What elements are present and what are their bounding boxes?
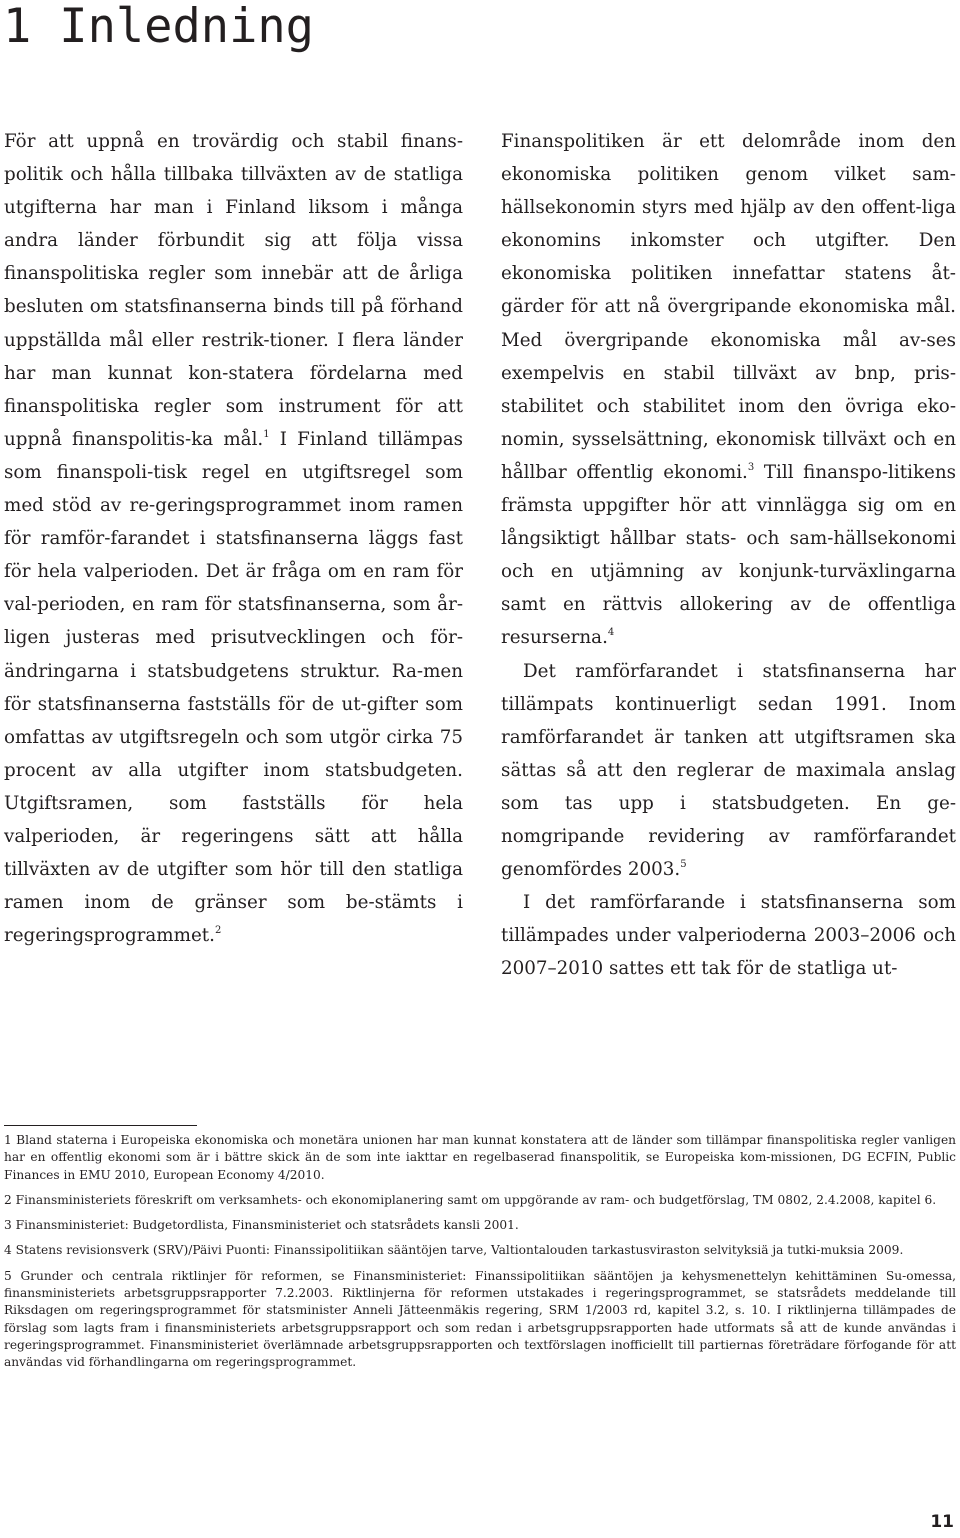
footnote: 2 Finansministeriets föreskrift om verksamhets- och ekonomiplanering samt om uppgörande av ram- och budgetförslag, TM 0802, 2.4.2008, kapitel 6. (4, 1192, 937, 1207)
paragraph-text: Det ramförfarandet i statsfinanserna har tillämpats kontinuerligt sedan 1991. Inom ramförfarandet är tanken att utgiftsramen ska sättas så att den reglerar de maximala anslag som tas upp i statsbudgeten. En ge-nomgripande revidering av ramförfarandet genomfördes 2003. (501, 660, 956, 881)
footnote: 4 Statens revisionsverk (SRV)/Päivi Puonti: Finanssipolitiikan sääntöjen tarve, Valtiontalouden tarkastusviraston selvityksiä ja tutki-muksia 2009. (4, 1243, 904, 1258)
body-column-right (501, 125, 956, 985)
chapter-title: Inledning (59, 0, 314, 54)
footnote: 5 Grunder och centrala riktlinjer för reformen, se Finansministeriet: Finanssipolitiikan sääntöjen ja kehysmenettelyn kehittäminen Su-omessa, finansministeriets arbetsgruppsrapporter 7.2.2003. Riktlinjerna för reformen utstakades i regeringsprogrammet, se statsrådets meddelande till Riksdagen om regeringsprogrammet för statsminister Anneli Jätteenmäkis regering, SRM 1/2003 rd, kapitel 3.2, s. 10. I riktlinjerna tillämpades de förslag som lagts fram i finansministeriets arbetsgruppsrapport och som redan i arbetsgruppsrapporten hade utformats så att de kunde användas i regeringsprogrammet. Finansministeriet överlämnade arbetsgruppsrapporten och textförslagen inofficiellt till partiernas företrädare förfogande för att användas vid förhandlingarna om regeringsprogrammet. (4, 1268, 956, 1370)
footnote: 1 Bland staterna i Europeiska ekonomiska och monetära unionen har man kunnat konstatera att de länder som tillämpar finanspolitiska regler vanligen har en offentlig ekonomi som är i bättre skick än de som inte iakttar en regelbaserad finanspolitik, se Europeiska kom-missionen, DG ECFIN, Public Finances in EMU 2010, European Economy 4/2010. (4, 1133, 956, 1182)
paragraph (501, 655, 956, 887)
paragraph (501, 125, 956, 655)
paragraph-text: Till finanspo-litikens främsta uppgifter hör att vinnlägga sig om en långsiktigt hållbar stats- och sam-hällsekonomi och en utjämning av konjunk-turväxlingarna samt en rättvis allokering av de offentliga resurserna. (501, 461, 956, 649)
footnote-ref: 4 (607, 627, 615, 639)
footnote-ref: 1 (263, 428, 270, 440)
paragraph-text: För att uppnå en trovärdig och stabil finans-politik och hålla tillbaka tillväxten av de statliga utgifterna har man i Finland liksom i många andra länder förbundit sig att följa vissa finanspolitiska regler som innebär att de årliga besluten om statsfinanserna binds till på förhand uppställda mål eller restrik-tioner. I flera länder har man kunnat kon-statera fördelarna med finanspolitiska regler som instrument för att uppnå finanspolitis-ka mål. (4, 131, 463, 450)
paragraph-text: I Finland tillämpas som finanspoli-tisk regel en utgiftsregel som med stöd av re-geringsprogrammet inom ramen för ramför-farandet i statsfinanserna läggs fast för hela valperioden. Det är fråga om en ram för val-perioden, en ram för statsfinanserna, som år-ligen justeras med prisutvecklingen och för-ändringarna i statsbudgetens struktur. Ra-men för statsfinanserna fastställs för de ut-gifter som omfattas av utgiftsregeln och som utgör cirka 75 procent av alla utgifter inom statsbudgeten. Utgiftsramen, som fastställs för hela valperioden, är regeringens sätt att hålla tillväxten av de utgifter som hör till den statliga ramen inom de gränser som be-stämts i regeringsprogrammet. (4, 428, 463, 947)
footnote-ref: 5 (680, 859, 687, 871)
paragraph: I det ramförfarande i statsfinanserna som tillämpades under valperioderna 2003–2006 och 2007–2010 sattes ett tak för de statliga ut- (501, 892, 956, 980)
footnotes (4, 1132, 956, 1380)
paragraph-text: Finanspolitiken är ett delområde inom den ekonomiska politiken genom vilket sam-hällsekonomin styrs med hjälp av den offent-liga ekonomins inkomster och utgifter. Den ekonomiska politiken innefattar statens åt-gärder för att nå övergripande ekonomiska mål. Med övergripande ekonomiska mål av-ses exempelvis en stabil tillväxt av bnp, pris-stabilitet och stabilitet inom den övriga eko-nomin, sysselsättning, ekonomisk tillväxt och en hållbar offentlig ekonomi. (501, 131, 956, 483)
page-number: 11 (930, 1512, 954, 1532)
chapter-number: 1 (3, 0, 32, 54)
paragraph (4, 125, 463, 952)
footnote: 3 Finansministeriet: Budgetordlista, Finansministeriet och statsrådets kansli 2001. (4, 1218, 519, 1233)
footnote-divider (4, 1125, 197, 1126)
footnote-ref: 3 (747, 461, 755, 473)
body-column-left (4, 125, 463, 952)
chapter-heading (3, 0, 314, 54)
footnote-ref: 2 (214, 925, 222, 937)
